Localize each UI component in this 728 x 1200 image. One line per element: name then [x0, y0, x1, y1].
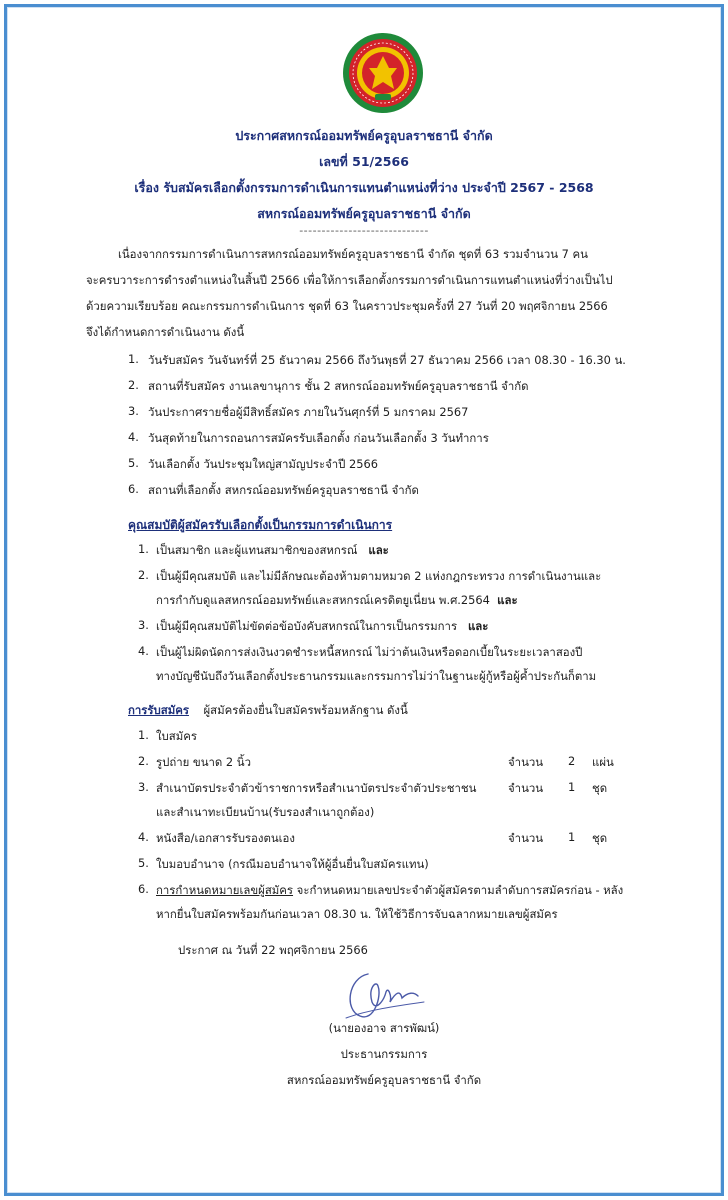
application-item-cont: และสำเนาทะเบียนบ้าน(รับรองสำเนาถูกต้อง): [156, 805, 375, 819]
candidate-number-rule: การกำหนดหมายเลขผู้สมัคร: [156, 883, 294, 897]
intro-line-1: เนื่องจากกรรมการดำเนินการสหกรณ์ออมทรัพย์ครูอุบลราชธานี จำกัด ชุดที่ 63 รวมจำนวน 7 คน: [118, 247, 588, 261]
application-item: การกำหนดหมายเลขผู้สมัคร จะกำหนดหมายเลขประจำตัวผู้สมัครตามลำดับการสมัครก่อน - หลัง: [156, 883, 624, 897]
quantity-unit: ชุด: [592, 781, 608, 795]
and-conjunction: และ: [497, 593, 518, 607]
qualification-item: เป็นผู้มีคุณสมบัติ และไม่มีลักษณะต้องห้ามตามหมวด 2 แห่งกฎกระทรวง การดำเนินงานและ: [156, 569, 602, 583]
intro-line-4: จึงได้กำหนดการดำเนินงาน ดังนี้: [86, 325, 245, 339]
quantity-label: จำนวน: [508, 781, 544, 795]
announcement-title: ประกาศสหกรณ์ออมทรัพย์ครูอุบลราชธานี จำกัด: [235, 128, 493, 143]
intro-line-3: ด้วยความเรียบร้อย คณะกรรมการดำเนินการ ชุดที่ 63 ในคราวประชุมครั้งที่ 27 วันที่ 20 พฤศจิกายน 2566: [86, 299, 608, 313]
announce-date: ประกาศ ณ วันที่ 22 พฤศจิกายน 2566: [178, 943, 368, 957]
cooperative-logo: [342, 32, 424, 114]
schedule-item: สถานที่เลือกตั้ง สหกรณ์ออมทรัพย์ครูอุบลราชธานี จำกัด: [148, 483, 419, 497]
quantity-unit: แผ่น: [592, 755, 614, 769]
qualification-item-cont: ทางบัญชีนับถึงวันเลือกตั้งประธานกรรมและกรรมการไม่ว่าในฐานะผู้กู้หรือผู้ค้ำประกันก็ตาม: [156, 669, 597, 683]
qualification-number: 2.: [138, 568, 149, 582]
application-number: 2.: [138, 754, 149, 768]
quantity-label: จำนวน: [508, 755, 544, 769]
application-section: [128, 702, 408, 720]
quantity-value: 1: [568, 830, 576, 844]
signer-organization: สหกรณ์ออมทรัพย์ครูอุบลราชธานี จำกัด: [286, 1073, 482, 1087]
qualifications-heading: คุณสมบัติผู้สมัครรับเลือกตั้งเป็นกรรมการดำเนินการ: [128, 518, 393, 532]
schedule-item: วันรับสมัคร วันจันทร์ที่ 25 ธันวาคม 2566 ถึงวันพุธที่ 27 ธันวาคม 2566 เวลา 08.30 - 16.30 น.: [148, 353, 626, 367]
signer-name: (นายองอาจ สารพัฒน์): [328, 1021, 440, 1035]
quantity-value: 2: [568, 754, 576, 768]
schedule-number: 1.: [128, 352, 139, 366]
schedule-item: วันเลือกตั้ง วันประชุมใหญ่สามัญประจำปี 2566: [148, 457, 378, 471]
intro-line-2: จะครบวาระการดำรงตำแหน่งในสิ้นปี 2566 เพื่อให้การเลือกตั้งกรรมการดำเนินการแทนตำแหน่งที่ว่างเป็นไป: [86, 273, 613, 287]
qualification-item: เป็นผู้ไม่ผิดนัดการส่งเงินงวดชำระหนี้สหกรณ์ ไม่ว่าต้นเงินหรือดอกเบี้ยในระยะเวลาสองปี: [156, 645, 583, 659]
application-item: ใบมอบอำนาจ (กรณีมอบอำนาจให้ผู้อื่นยื่นใบสมัครแทน): [156, 857, 429, 871]
signer-position: ประธานกรรมการ: [340, 1047, 428, 1061]
qualification-number: 1.: [138, 542, 149, 556]
schedule-item: วันประกาศรายชื่อผู้มีสิทธิ์สมัคร ภายในวันศุกร์ที่ 5 มกราคม 2567: [148, 405, 469, 419]
qualification-number: 3.: [138, 618, 149, 632]
quantity-unit: ชุด: [592, 831, 608, 845]
schedule-item: วันสุดท้ายในการถอนการสมัครรับเลือกตั้ง ก่อนวันเลือกตั้ง 3 วันทำการ: [148, 431, 489, 445]
schedule-number: 6.: [128, 482, 139, 496]
and-conjunction: และ: [467, 619, 489, 633]
qualification-item-cont: การกำกับดูแลสหกรณ์ออมทรัพย์และสหกรณ์เครดิตยูเนี่ยน พ.ศ.2564 และ: [156, 593, 518, 607]
qualification-number: 4.: [138, 644, 149, 658]
announcement-subject: เรื่อง รับสมัครเลือกตั้งกรรมการดำเนินการแทนตำแหน่งที่ว่าง ประจำปี 2567 - 2568: [134, 180, 594, 195]
application-item: สำเนาบัตรประจำตัวข้าราชการหรือสำเนาบัตรประจำตัวประชาชน: [156, 781, 477, 795]
organization-name: สหกรณ์ออมทรัพย์ครูอุบลราชธานี จำกัด: [257, 206, 471, 221]
qualification-item: เป็นผู้มีคุณสมบัติไม่ขัดต่อข้อบังคับสหกรณ์ในการเป็นกรรมการ และ: [156, 619, 489, 633]
announcement-number: เลขที่ 51/2566: [319, 154, 409, 169]
schedule-item: สถานที่รับสมัคร งานเลขานุการ ชั้น 2 สหกรณ์ออมทรัพย์ครูอุบลราชธานี จำกัด: [148, 379, 529, 393]
application-number: 5.: [138, 856, 149, 870]
application-heading: การรับสมัคร: [128, 703, 189, 717]
application-intro: ผู้สมัครต้องยื่นใบสมัครพร้อมหลักฐาน ดังนี้: [203, 703, 408, 717]
application-item: รูปถ่าย ขนาด 2 นิ้ว: [156, 755, 251, 769]
application-item: หนังสือ/เอกสารรับรองตนเอง: [156, 831, 295, 845]
application-number: 1.: [138, 728, 149, 742]
schedule-number: 5.: [128, 456, 139, 470]
quantity-label: จำนวน: [508, 831, 544, 845]
application-number: 4.: [138, 830, 149, 844]
schedule-number: 4.: [128, 430, 139, 444]
schedule-number: 3.: [128, 404, 139, 418]
header-divider: -----------------------------: [299, 224, 429, 237]
application-item: ใบสมัคร: [156, 729, 197, 743]
quantity-value: 1: [568, 780, 576, 794]
application-number: 3.: [138, 780, 149, 794]
schedule-number: 2.: [128, 378, 139, 392]
application-item-cont: หากยื่นใบสมัครพร้อมกันก่อนเวลา 08.30 น. ให้ใช้วิธีการจับฉลากหมายเลขผู้สมัคร: [156, 907, 558, 921]
signature: [338, 966, 430, 1024]
and-conjunction: และ: [368, 543, 389, 557]
qualification-item: เป็นสมาชิก และผู้แทนสมาชิกของสหกรณ์ และ: [156, 543, 389, 557]
application-number: 6.: [138, 882, 149, 896]
